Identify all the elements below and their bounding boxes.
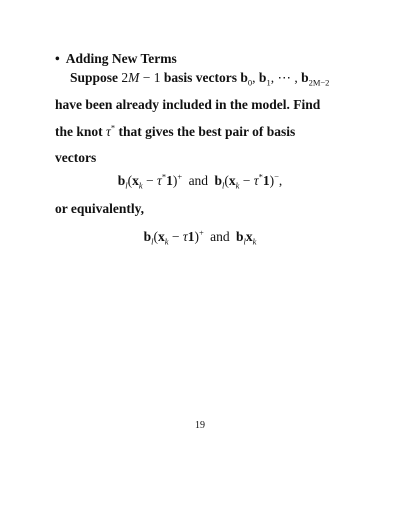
paragraph-line-3 <box>55 124 355 140</box>
paragraph-line-1 <box>70 70 370 86</box>
equation-equivalent: $b_l(x_k - \tau 1)^+$ and $b_lx_k$ <box>143 227 257 247</box>
math-basis-list: $b_0$, $b_1$, ⋯ , $b_{2M-2}$ <box>240 70 330 88</box>
math-2m-minus-1: 2M − 1 <box>121 70 161 85</box>
text-the-knot: the knot <box>55 124 103 139</box>
bullet-icon: • <box>55 51 60 66</box>
heading-title: Adding New Terms <box>65 51 177 66</box>
text-basis-vectors: basis vectors <box>163 70 238 85</box>
section-heading <box>55 51 177 67</box>
equation-basis-pair: $b_l(x_k - \tau^*1)^+$ and $b_l(x_k - \tau^*1)^-$, <box>117 171 283 191</box>
paragraph-line-2: have been already included in the model. Find <box>55 97 321 112</box>
equation-and: and <box>188 173 209 188</box>
text-suppose: Suppose <box>70 70 119 85</box>
paragraph-line-4: vectors <box>55 150 97 165</box>
page-number: 19 <box>195 420 205 431</box>
math-tau-star: τ* <box>106 122 116 139</box>
equation-and-2: and <box>210 229 230 244</box>
text-best-pair: that gives the best pair of basis <box>118 124 296 139</box>
paragraph-line-5: or equivalently, <box>55 201 145 216</box>
